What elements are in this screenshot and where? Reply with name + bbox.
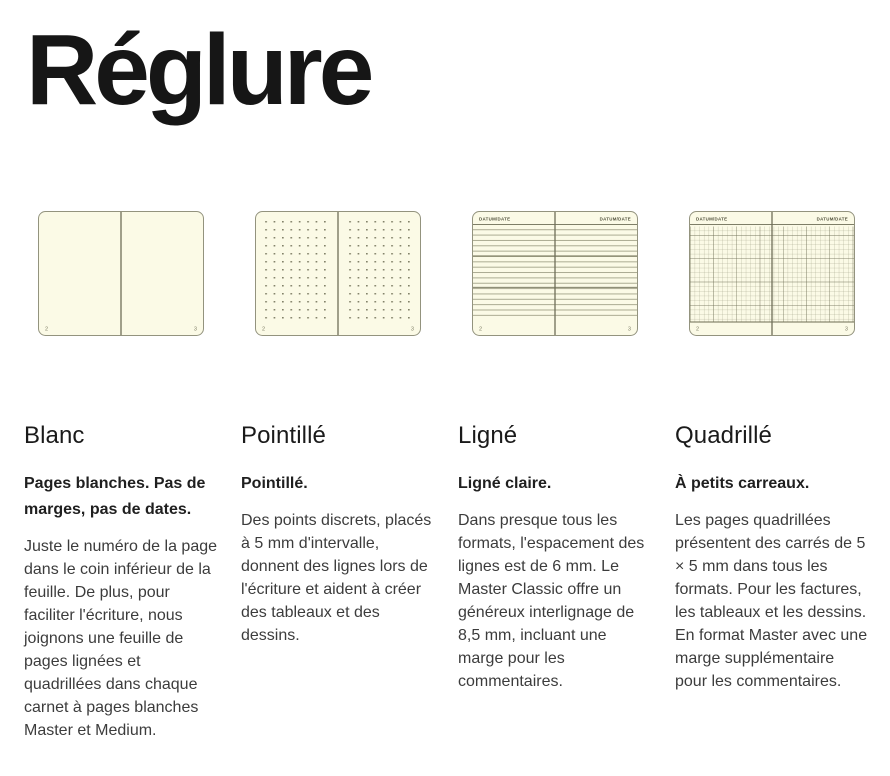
page-number-right: 3: [193, 326, 197, 333]
column-heading: Blanc: [24, 422, 85, 449]
page-number-left: 2: [44, 326, 48, 333]
column-body: Dans presque tous les formats, l'espacement des lignes est de 6 mm. Le Master Classic offre un généreux interlignage de 8,5 mm, incluant une marge pour les commentaires.: [458, 511, 645, 690]
notebook-image-lined: [458, 211, 651, 336]
page-title: Réglure: [26, 14, 371, 126]
notebook-image-grid: [675, 211, 868, 336]
page-number-right: 3: [844, 326, 848, 333]
ruling-column-blanc: [24, 422, 217, 742]
column-heading: Pointillé: [241, 422, 326, 449]
ruling-column-pointille: [241, 422, 434, 742]
reglure-page: [0, 14, 890, 776]
blank-spread-illustration: [38, 211, 204, 336]
date-label-right: DATUM/DATE: [816, 216, 848, 222]
notebook-image-dotted: [241, 211, 434, 336]
lined-spread-illustration: [472, 211, 638, 336]
column-subheading: À petits carreaux.: [675, 474, 810, 492]
column-body: Juste le numéro de la page dans le coin inférieur de la feuille. De plus, pour faciliter l'écriture, nous joignons une feuille de pages lignées et quadrillées dans chaque carnet à pages blanches Master et Medium.: [24, 537, 218, 739]
column-subheading: Pages blanches. Pas de marges, pas de dates.: [24, 474, 206, 518]
column-body: Les pages quadrillées présentent des carrés de 5 × 5 mm dans tous les formats. Pour les factures, les tableaux et les dessins. En format Master avec une marge supplémentaire pour les commentaires.: [675, 511, 868, 690]
column-heading: Ligné: [458, 422, 518, 449]
column-subheading: Ligné claire.: [458, 474, 552, 492]
column-subheading: Pointillé.: [241, 474, 308, 492]
column-body: Des points discrets, placés à 5 mm d'intervalle, donnent des lignes lors de l'écriture et aident à créer des tableaux et des dessins.: [241, 511, 432, 644]
date-label-left: DATUM/DATE: [478, 216, 510, 222]
dotted-spread-illustration: [255, 211, 421, 336]
notebook-image-blank: [24, 211, 217, 336]
ruling-grid: [0, 211, 890, 742]
page-number-right: 3: [627, 326, 631, 333]
page-number-right: 3: [410, 326, 414, 333]
grid-spread-illustration: [689, 211, 855, 336]
date-label-right: DATUM/DATE: [599, 216, 631, 222]
page-number-left: 2: [695, 326, 699, 333]
page-number-left: 2: [478, 326, 482, 333]
page-number-left: 2: [261, 326, 265, 333]
date-label-left: DATUM/DATE: [695, 216, 727, 222]
column-heading: Quadrillé: [675, 422, 772, 449]
ruling-column-quadrille: [675, 422, 868, 742]
ruling-column-ligne: [458, 422, 651, 742]
